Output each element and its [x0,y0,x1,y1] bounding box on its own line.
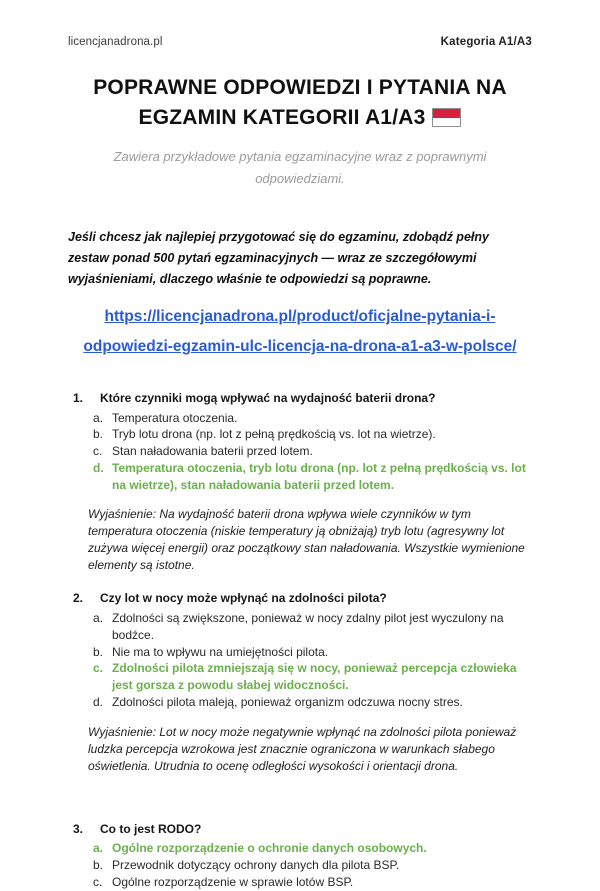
option-d [93,694,532,711]
question-number: 3. [73,821,84,836]
option-letter: b. [93,644,104,659]
option-letter: b. [93,427,104,442]
option-letter: a. [93,610,104,625]
question-text: Czy lot w nocy może wpłynąć na zdolności pilota? [100,591,387,606]
option-letter: d. [93,460,104,475]
option-letter: c. [93,661,104,676]
option-text: Temperatura otoczenia. [112,410,238,425]
option-text: Nie ma to wpływu na umiejętności pilota. [112,644,329,659]
option-a [93,610,532,644]
option-letter: a. [93,841,104,856]
subtitle: Zawiera przykładowe pytania egzaminacyjne wraz z poprawnymi odpowiedziami. [113,149,487,186]
option-a [93,410,532,427]
explanation: Wyjaśnienie: Na wydajność baterii drona wpływa wiele czynników w tym temperatura otoczenia (niskie temperatury ją obniżają) tryb lotu (agresywny lot zużywa więcej energii) oraz początkowy stan naładowania. Wszystkie wymienione elementy są istotne. [88,507,525,573]
option-c [93,443,532,460]
questions-list [68,390,532,891]
option-text: Przewodnik dotyczący ochrony danych dla pilota BSP. [112,858,400,873]
option-letter: c. [93,874,103,889]
document-header [68,36,532,48]
options-list [68,410,532,494]
options-list [68,610,532,711]
question-2 [68,590,532,774]
poland-flag-icon [432,108,461,127]
option-c [93,874,532,891]
site-name: licencjanadrona.pl [68,36,163,48]
option-a-correct [93,840,532,857]
option-b [93,857,532,874]
option-letter: b. [93,858,104,873]
option-text: Ogólne rozporządzenie w sprawie lotów BSP. [112,874,354,889]
option-text: Temperatura otoczenia, tryb lotu drona (np. lot z pełną prędkością vs. lot na wietrze), stan naładowania baterii przed lotem. [112,460,526,492]
option-text: Stan naładowania baterii przed lotem. [112,444,313,459]
option-text: Zdolności są zwiększone, ponieważ w nocy zdalny pilot jest wyczulony na bodźce. [112,610,504,642]
page-title [68,73,532,133]
option-text: Ogólne rozporządzenie o ochronie danych osobowych. [112,841,427,856]
question-text: Które czynniki mogą wpływać na wydajność baterii drona? [100,391,436,405]
options-list [68,840,532,890]
intro-paragraph: Jeśli chcesz jak najlepiej przygotować się do egzaminu, zdobądź pełny zestaw ponad 500 pytań egzaminacyjnych — wraz ze szczegółowymi wyjaśnieniami, dlaczego właśnie te odpowiedzi są poprawne. [68,230,489,286]
question-heading [73,390,532,407]
product-link[interactable]: https://licencjanadrona.pl/product/oficjalne-pytania-i-odpowiedzi-egzamin-ulc-licencja-na-drona-a1-a3-w-polsce/ [83,308,517,355]
question-number: 2. [73,591,84,606]
product-link-wrap [74,302,526,362]
question-text: Co to jest RODO? [100,821,202,836]
explanation: Wyjaśnienie: Lot w nocy może negatywnie wpłynąć na zdolności pilota ponieważ ludzka percepcja wzrokowa jest znacznie ograniczona w warunkach słabego oświetlenia. Utrudnia to ocenę odległości wysokości i orientacji drona. [88,724,517,773]
option-text: Zdolności pilota zmniejszają się w nocy, ponieważ percepcja człowieka jest gorsza z powodu słabej widoczności. [112,661,517,693]
page-title-line1: POPRAWNE ODPOWIEDZI I PYTANIA NA [93,76,507,99]
option-letter: a. [93,410,104,425]
option-text: Tryb lotu drona (np. lot z pełną prędkością vs. lot na wietrze). [112,427,436,442]
option-d-correct [93,460,532,494]
question-3 [68,821,532,891]
option-text: Zdolności pilota maleją, ponieważ organizm odczuwa nocny stres. [112,694,463,709]
question-number: 1. [73,391,84,405]
option-c-correct [93,660,532,694]
option-letter: d. [93,694,104,709]
question-1 [68,390,532,574]
category-label: Kategoria A1/A3 [440,36,532,48]
page-title-line2: EGZAMIN KATEGORII A1/A3 [138,106,426,129]
option-b [93,644,532,661]
question-heading [73,821,532,838]
question-heading [73,590,532,607]
option-b [93,426,532,443]
option-letter: c. [93,444,103,459]
